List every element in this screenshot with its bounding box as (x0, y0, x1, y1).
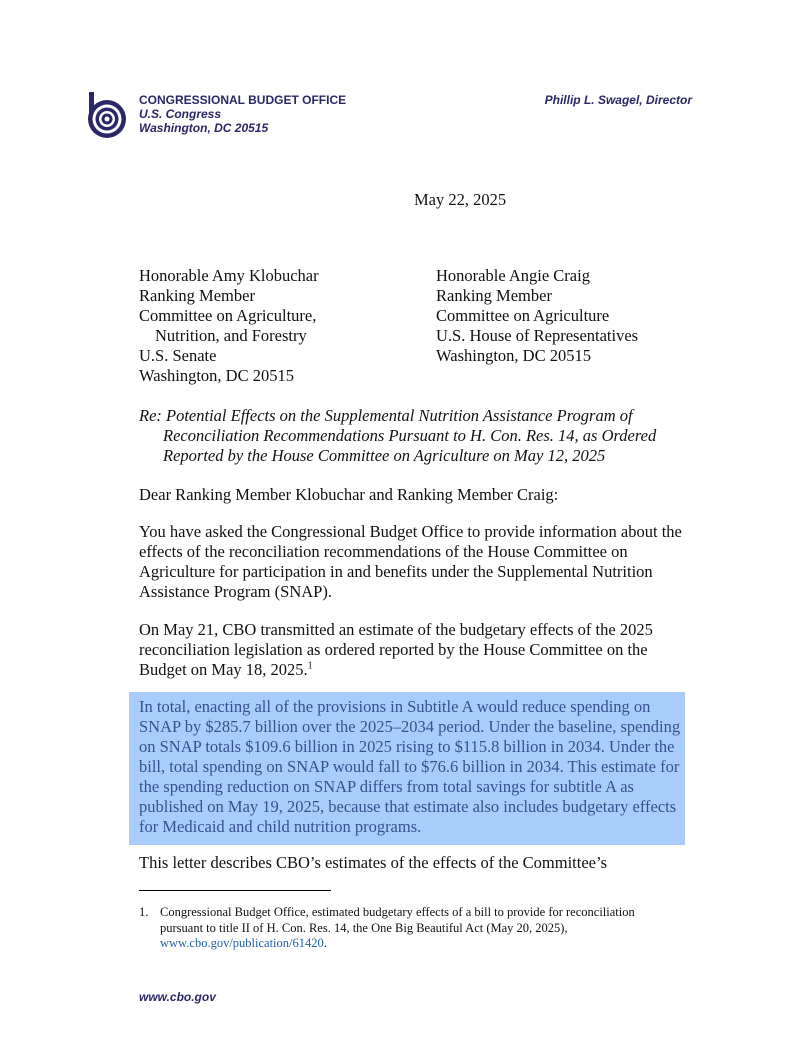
recipient-line: Washington, DC 20515 (436, 346, 591, 365)
selected-paragraph[interactable]: In total, enacting all of the provisions in Subtitle A would reduce spending on SNAP by $285.7 billion over the 2025–2034 period. Under the baseline, spending on SNAP totals $109.6 billion in 2025 rising to $115.8 billion in 2034. Under the bill, total spending on SNAP would fall to $76.6 billion in 2034. This estimate for the spending reduction on SNAP differs from total savings for subtitle A as published on May 19, 2025, because that estimate also includes budgetary effects for Medicaid and child nutrition programs. (139, 697, 681, 836)
recipient-line: Ranking Member (139, 286, 255, 305)
salutation: Dear Ranking Member Klobuchar and Ranking Member Craig: (139, 485, 559, 504)
recipient-right (436, 266, 638, 366)
subject-line (139, 406, 699, 466)
footer-website[interactable]: www.cbo.gov (139, 990, 216, 1004)
footnote (139, 905, 679, 952)
body-paragraph (139, 620, 689, 680)
footnote-suffix: . (323, 936, 327, 950)
body-paragraph: You have asked the Congressional Budget Office to provide information about the effects of the reconciliation recommendations of the House Committee on Agriculture for participation in and benefits under the Supplemental Nutrition Assistance Program (SNAP). (139, 522, 682, 601)
recipient-line: Committee on Agriculture, (139, 306, 317, 325)
footnote-body: Congressional Budget Office, estimated budgetary effects of a bill to provide for reconciliation pursuant to title II of H. Con. Res. 14, the One Big Beautiful Act (May 20, 2025), (160, 905, 635, 935)
body-paragraph: This letter describes CBO’s estimates of the effects of the Committee’s (139, 853, 608, 872)
recipient-line: Washington, DC 20515 (139, 366, 294, 385)
subject-line-3: Reported by the House Committee on Agriculture on May 12, 2025 (163, 446, 606, 465)
recipient-line: Nutrition, and Forestry (155, 326, 307, 345)
footnote-link[interactable]: www.cbo.gov/publication/61420 (160, 936, 324, 950)
agency-header (139, 93, 346, 135)
director-name: Phillip L. Swagel, Director (544, 93, 692, 107)
recipient-line: U.S. House of Representatives (436, 326, 639, 345)
letter-date: May 22, 2025 (414, 190, 507, 209)
recipient-left (139, 266, 319, 386)
agency-subtitle: U.S. Congress (139, 107, 222, 121)
footnote-number: 1. (139, 905, 149, 919)
agency-name: CONGRESSIONAL BUDGET OFFICE (139, 93, 347, 107)
recipient-line: U.S. Senate (139, 346, 217, 365)
footnote-text (139, 905, 679, 952)
footnote-divider (139, 890, 331, 891)
recipient-line: Honorable Angie Craig (436, 266, 590, 285)
recipient-line: Ranking Member (436, 286, 552, 305)
subject-line-1: Re: Potential Effects on the Supplemental Nutrition Assistance Program of (139, 406, 633, 425)
recipient-line: Committee on Agriculture (436, 306, 610, 325)
subject-line-2: Reconciliation Recommendations Pursuant to H. Con. Res. 14, as Ordered (163, 426, 657, 445)
agency-address: Washington, DC 20515 (139, 121, 269, 135)
cbo-logo-icon (80, 90, 130, 140)
recipient-line: Honorable Amy Klobuchar (139, 266, 319, 285)
paragraph-text: On May 21, CBO transmitted an estimate of the budgetary effects of the 2025 reconciliation legislation as ordered reported by the House Committee on the Budget on May 18, 2025. (139, 620, 653, 679)
footnote-ref[interactable]: 1 (307, 660, 313, 672)
